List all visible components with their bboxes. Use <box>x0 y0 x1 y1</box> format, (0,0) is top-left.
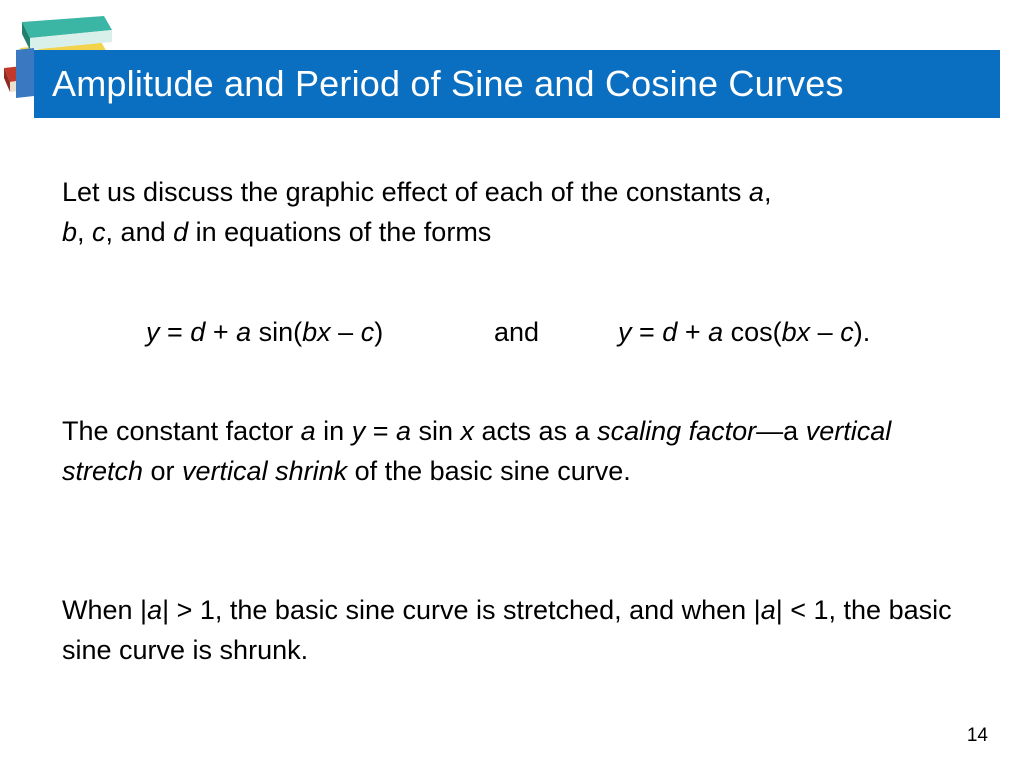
text-run: = <box>365 416 396 446</box>
eq-op: + <box>205 317 237 347</box>
text-run: , <box>77 217 93 247</box>
eq-op: ) <box>374 317 384 347</box>
eq-op: – <box>330 317 361 347</box>
text-run: | < 1, the basic sine curve is shrunk. <box>62 595 952 665</box>
paragraph-constants <box>62 172 962 252</box>
title-bar <box>34 50 1000 118</box>
eq-op: ). <box>853 317 871 347</box>
variable-d: d <box>173 217 189 247</box>
text-run: When | <box>62 595 148 625</box>
text-run: —a <box>756 416 806 446</box>
variable-a: a <box>760 595 776 625</box>
text-run: acts as a <box>474 416 598 446</box>
eq-var: a <box>236 317 252 347</box>
text-run: in <box>315 416 352 446</box>
eq-op: = <box>159 317 191 347</box>
text-run: or <box>143 456 183 486</box>
paragraph-scaling-factor <box>62 411 962 491</box>
eq-op: = <box>631 317 663 347</box>
variable-c: c <box>92 217 106 247</box>
term-scaling-factor: scaling factor <box>597 416 757 446</box>
variable-a: a <box>748 177 764 207</box>
text-run: The constant factor <box>62 416 301 446</box>
eq-fn: cos( <box>723 317 782 347</box>
variable-y: y <box>351 416 366 446</box>
equation-connector: and <box>494 317 540 347</box>
eq-op: + <box>677 317 709 347</box>
eq-fn: sin( <box>251 317 303 347</box>
eq-var: y <box>146 317 160 347</box>
text-run: of the basic sine curve. <box>347 456 631 486</box>
text-run: sin <box>411 416 461 446</box>
text-run: Let us discuss the graphic effect of each of the constants <box>62 177 749 207</box>
paragraph-stretch-shrink <box>62 590 962 670</box>
eq-var: bx <box>781 317 811 347</box>
eq-var: d <box>190 317 206 347</box>
eq-var: d <box>662 317 678 347</box>
eq-var: c <box>360 317 375 347</box>
term-vertical-shrink: vertical shrink <box>182 456 348 486</box>
term-vertical-stretch: vertical stretch <box>62 416 892 486</box>
text-run: , <box>763 177 772 207</box>
variable-a: a <box>395 416 411 446</box>
equation-cosine <box>618 312 870 352</box>
text-run: | > 1, the basic sine curve is stretched, and when | <box>162 595 761 625</box>
eq-var: bx <box>302 317 331 347</box>
slide-title: Amplitude and Period of Sine and Cosine Curves <box>52 63 844 104</box>
eq-var: y <box>618 317 632 347</box>
variable-a: a <box>300 416 316 446</box>
eq-var: a <box>708 317 724 347</box>
equation-sine <box>146 312 383 352</box>
page-number: 14 <box>966 725 988 746</box>
variable-b: b <box>62 217 78 247</box>
variable-a: a <box>147 595 163 625</box>
variable-x: x <box>460 416 475 446</box>
text-run: , and <box>105 217 174 247</box>
text-run: in equations of the forms <box>188 217 492 247</box>
eq-var: c <box>840 317 854 347</box>
eq-op: – <box>810 317 841 347</box>
